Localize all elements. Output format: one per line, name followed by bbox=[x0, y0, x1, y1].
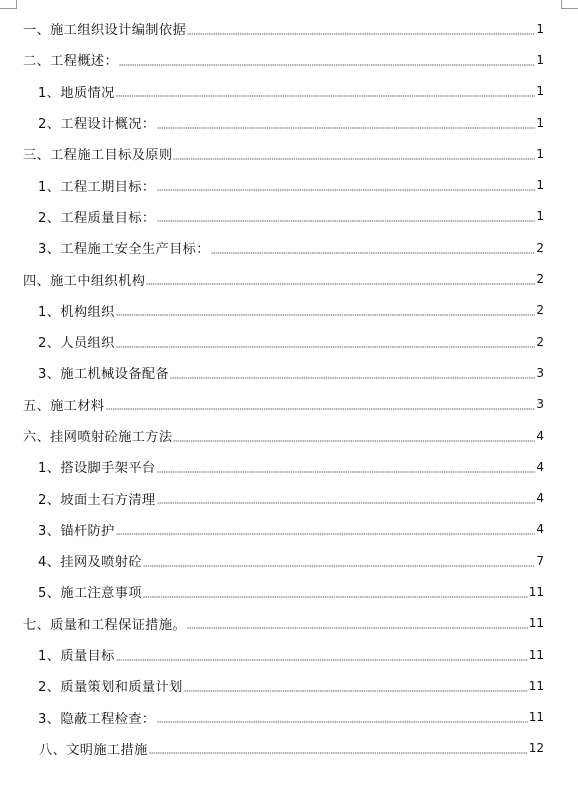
toc-dot-leader bbox=[157, 460, 536, 474]
toc-dot-leader bbox=[116, 84, 536, 98]
toc-entry[interactable] bbox=[0, 232, 578, 263]
toc-entry-title: 七、质量和工程保证措施。 bbox=[23, 617, 187, 633]
toc-dot-leader bbox=[157, 116, 536, 130]
toc-entry-page-number: 2 bbox=[536, 334, 544, 349]
toc-entry-title: 1、工程工期目标： bbox=[38, 179, 156, 195]
toc-entry-title: 3、隐蔽工程检查： bbox=[38, 711, 156, 727]
toc-entry[interactable] bbox=[0, 545, 578, 576]
toc-dot-leader bbox=[146, 272, 535, 286]
toc-entry-title: 五、施工材料 bbox=[23, 398, 105, 414]
toc-entry-page-number: 2 bbox=[536, 272, 544, 287]
toc-dot-leader bbox=[187, 616, 528, 630]
toc-entry-page-number: 11 bbox=[528, 584, 544, 599]
toc-dot-leader bbox=[170, 366, 535, 380]
toc-entry-page-number: 7 bbox=[536, 553, 544, 568]
toc-entry-page-number: 1 bbox=[536, 209, 544, 224]
toc-entry[interactable] bbox=[0, 514, 578, 545]
toc-dot-leader bbox=[157, 178, 536, 192]
toc-entry-page-number: 4 bbox=[536, 459, 544, 474]
toc-entry-page-number: 1 bbox=[536, 115, 544, 130]
toc-entry-title: 三、工程施工目标及原则 bbox=[23, 148, 173, 164]
toc-entry-title: 四、施工中组织机构 bbox=[23, 273, 146, 289]
toc-entry[interactable] bbox=[0, 420, 578, 451]
toc-entry-title: 4、挂网及喷射砼 bbox=[38, 555, 142, 571]
toc-dot-leader bbox=[157, 209, 536, 223]
toc-dot-leader bbox=[116, 303, 536, 317]
toc-entry-title: 六、挂网喷射砼施工方法 bbox=[23, 430, 173, 445]
toc-entry-page-number: 4 bbox=[536, 491, 544, 506]
toc-dot-leader bbox=[184, 679, 528, 693]
toc-entry-page-number: 1 bbox=[536, 21, 544, 36]
toc-entry[interactable] bbox=[0, 263, 578, 294]
toc-entry-title: 一、施工组织设计编制依据 bbox=[23, 23, 187, 39]
toc-entry[interactable] bbox=[0, 201, 578, 232]
toc-dot-leader bbox=[116, 522, 536, 536]
toc-entry-page-number: 3 bbox=[536, 397, 544, 412]
toc-dot-leader bbox=[157, 491, 536, 505]
toc-dot-leader bbox=[187, 22, 535, 36]
toc-entry-title: 2、人员组织 bbox=[38, 336, 115, 352]
toc-entry-title: 3、施工机械设备配备 bbox=[38, 367, 170, 383]
toc-entry[interactable] bbox=[0, 608, 578, 639]
toc-entry-title: 1、质量目标 bbox=[38, 649, 115, 665]
toc-entry[interactable] bbox=[0, 107, 578, 138]
page-corner-mark-right bbox=[561, 0, 578, 9]
toc-entry-page-number: 3 bbox=[536, 365, 544, 380]
toc-entry[interactable] bbox=[0, 13, 578, 44]
toc-entry[interactable] bbox=[0, 44, 578, 75]
toc-entry-title: 5、施工注意事项 bbox=[38, 586, 142, 602]
toc-dot-leader bbox=[143, 585, 528, 599]
toc-dot-leader bbox=[173, 147, 535, 161]
table-of-contents bbox=[0, 13, 578, 764]
toc-entry[interactable] bbox=[0, 482, 578, 513]
toc-entry-page-number: 11 bbox=[528, 647, 544, 662]
toc-entry[interactable] bbox=[0, 76, 578, 107]
toc-entry-page-number: 1 bbox=[536, 84, 544, 99]
toc-entry[interactable] bbox=[0, 389, 578, 420]
toc-entry[interactable] bbox=[0, 702, 578, 733]
toc-entry-page-number: 11 bbox=[528, 710, 544, 725]
toc-entry-title: 2、质量策划和质量计划 bbox=[38, 680, 183, 696]
toc-entry[interactable] bbox=[0, 169, 578, 200]
toc-entry[interactable] bbox=[0, 326, 578, 357]
toc-entry-title: 1、机构组织 bbox=[38, 304, 115, 320]
toc-entry-title: 2、坡面土石方清理 bbox=[38, 492, 156, 508]
toc-entry-page-number: 2 bbox=[536, 303, 544, 318]
toc-entry-title: 二、工程概述： bbox=[23, 54, 119, 70]
toc-dot-leader bbox=[149, 741, 528, 755]
toc-entry[interactable] bbox=[0, 295, 578, 326]
toc-dot-leader bbox=[116, 335, 536, 349]
toc-entry-title: 3、工程施工安全生产目标： bbox=[38, 242, 210, 258]
toc-entry[interactable] bbox=[0, 357, 578, 388]
toc-entry-page-number: 11 bbox=[528, 616, 544, 631]
toc-entry-page-number: 4 bbox=[536, 522, 544, 537]
toc-dot-leader bbox=[106, 397, 536, 411]
toc-entry[interactable] bbox=[0, 138, 578, 169]
toc-dot-leader bbox=[143, 554, 535, 568]
toc-entry-page-number: 1 bbox=[536, 146, 544, 161]
toc-entry-page-number: 4 bbox=[536, 428, 544, 443]
toc-entry[interactable] bbox=[0, 670, 578, 701]
toc-entry[interactable] bbox=[0, 639, 578, 670]
toc-dot-leader bbox=[211, 241, 536, 255]
toc-entry-title: 2、工程设计概况： bbox=[38, 117, 156, 133]
toc-entry-page-number: 12 bbox=[528, 741, 544, 756]
toc-dot-leader bbox=[119, 53, 535, 67]
toc-entry-title: 1、搭设脚手架平台 bbox=[38, 461, 156, 477]
toc-entry[interactable] bbox=[0, 451, 578, 482]
toc-entry[interactable] bbox=[0, 576, 578, 607]
toc-entry-page-number: 2 bbox=[536, 240, 544, 255]
page-corner-mark-left bbox=[0, 0, 17, 9]
toc-entry-title: 八、文明施工措施 bbox=[39, 742, 148, 758]
toc-entry-title: 2、工程质量目标： bbox=[38, 210, 156, 226]
toc-entry[interactable] bbox=[0, 733, 578, 764]
toc-entry-title: 1、地质情况 bbox=[38, 85, 115, 101]
toc-dot-leader bbox=[173, 429, 535, 443]
toc-dot-leader bbox=[157, 710, 528, 724]
toc-dot-leader bbox=[116, 648, 528, 662]
toc-entry-title: 3、锚杆防护 bbox=[38, 523, 115, 539]
toc-entry-page-number: 11 bbox=[528, 678, 544, 693]
toc-entry-page-number: 1 bbox=[536, 52, 544, 67]
toc-entry-page-number: 1 bbox=[536, 178, 544, 193]
